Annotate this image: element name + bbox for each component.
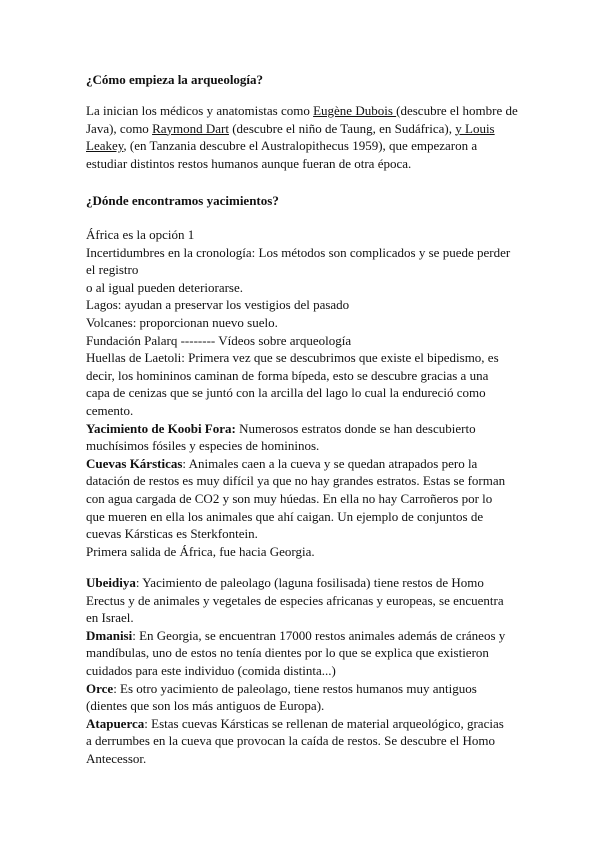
term-cuevas-karsticas: Cuevas Kársticas <box>86 455 183 471</box>
text-line: Erectus y de animales y vegetales de especies africanas y europeas, se encuentra <box>86 592 504 608</box>
text-line: capa de cenizas que se juntó con la arcilla del lago lo cual la endureció como <box>86 385 486 401</box>
text-line: decir, los homininos caminan de forma bípeda, esto se descubre gracias a una <box>86 367 489 383</box>
text-line: Orce: Es otro yacimiento de paleolago, tiene restos humanos muy antiguos <box>86 680 477 696</box>
intro-line: Leakey, (en Tanzania descubre el Australopithecus 1959), que empezaron a <box>86 138 478 154</box>
text-line: Primera salida de África, fue hacia Georgia. <box>86 543 315 559</box>
text-line: o al igual pueden deteriorarse. <box>86 279 244 295</box>
term-koobi-fora: Yacimiento de Koobi Fora: <box>86 420 236 436</box>
text-line: muchísimos fósiles y especies de homininos. <box>86 438 320 454</box>
term-orce: Orce <box>86 680 114 696</box>
text-line: Atapuerca: Estas cuevas Kársticas se rellenan de material arqueológico, gracias <box>86 715 504 731</box>
intro-line: Java), como Raymond Dart (descubre el niño de Taung, en Sudáfrica), y Louis <box>86 120 495 136</box>
text-line: mandíbulas, uno de estos no tenía dientes por lo que se explica que existieron <box>86 645 489 661</box>
sites-descriptions <box>86 574 518 768</box>
text-line: con agua cargada de CO2 y son muy húedas. En ella no hay Carroñeros por lo <box>86 490 493 506</box>
text-line: cemento. <box>86 402 134 418</box>
intro-line: La inician los médicos y anatomistas como Eugène Dubois (descubre el hombre de <box>86 103 518 118</box>
term-dmanisi: Dmanisi <box>86 627 133 643</box>
text-line: (dientes que son los más antiguos de Europa). <box>86 698 325 714</box>
text-line: el registro <box>86 262 139 278</box>
term-atapuerca: Atapuerca <box>86 715 145 731</box>
text-line: que mueren en ella los animales que ahí caigan. Un ejemplo de conjuntos de <box>86 508 484 524</box>
text-line: cuidados para este individuo (comida distinta...) <box>86 662 336 678</box>
term-ubeidiya: Ubeidiya <box>86 575 136 590</box>
heading-origins: ¿Cómo empieza la arqueología? <box>86 72 264 87</box>
text-line: a derrumbes en la cueva que provocan la caída de restos. Se descubre el Homo <box>86 733 495 749</box>
text-line: Dmanisi: En Georgia, se encuentran 17000 restos animales además de cráneos y <box>86 627 506 643</box>
text-line: Cuevas Kársticas: Animales caen a la cueva y se quedan atrapados pero la <box>86 455 478 471</box>
heading-sites: ¿Dónde encontramos yacimientos? <box>86 193 279 208</box>
link-raymond-dart[interactable]: Raymond Dart <box>152 120 229 136</box>
text-line: Fundación Palarq -------- Vídeos sobre arqueología <box>86 332 352 348</box>
link-leakey[interactable]: Leakey <box>86 138 124 154</box>
sites-list <box>86 226 518 560</box>
text-line: África es la opción 1 <box>86 227 195 242</box>
text-line: datación de restos es muy difícil ya que no hay grandes estratos. Estas se forman <box>86 473 506 489</box>
text-line: Yacimiento de Koobi Fora: Numerosos estratos donde se han descubierto <box>86 420 476 436</box>
text-line: Incertidumbres en la cronología: Los métodos son complicados y se puede perder <box>86 244 511 260</box>
intro-line: estudiar distintos restos humanos aunque fueran de otra época. <box>86 155 412 171</box>
text-line: Huellas de Laetoli: Primera vez que se descubrimos que existe el bipedismo, es <box>86 350 499 366</box>
link-eugene-dubois[interactable]: Eugène Dubois <box>313 103 397 118</box>
text-line: Ubeidiya: Yacimiento de paleolago (laguna fosilisada) tiene restos de Homo <box>86 575 484 590</box>
text-line: Antecessor. <box>86 750 147 766</box>
link-louis-leakey[interactable]: y Louis <box>455 120 495 136</box>
text-line: Lagos: ayudan a preservar los vestigios del pasado <box>86 297 350 313</box>
text-line: en Israel. <box>86 610 134 626</box>
intro-paragraph <box>86 102 518 172</box>
text-line: cuevas Kársticas es Sterkfontein. <box>86 526 258 542</box>
text-line: Volcanes: proporcionan nuevo suelo. <box>86 314 278 330</box>
